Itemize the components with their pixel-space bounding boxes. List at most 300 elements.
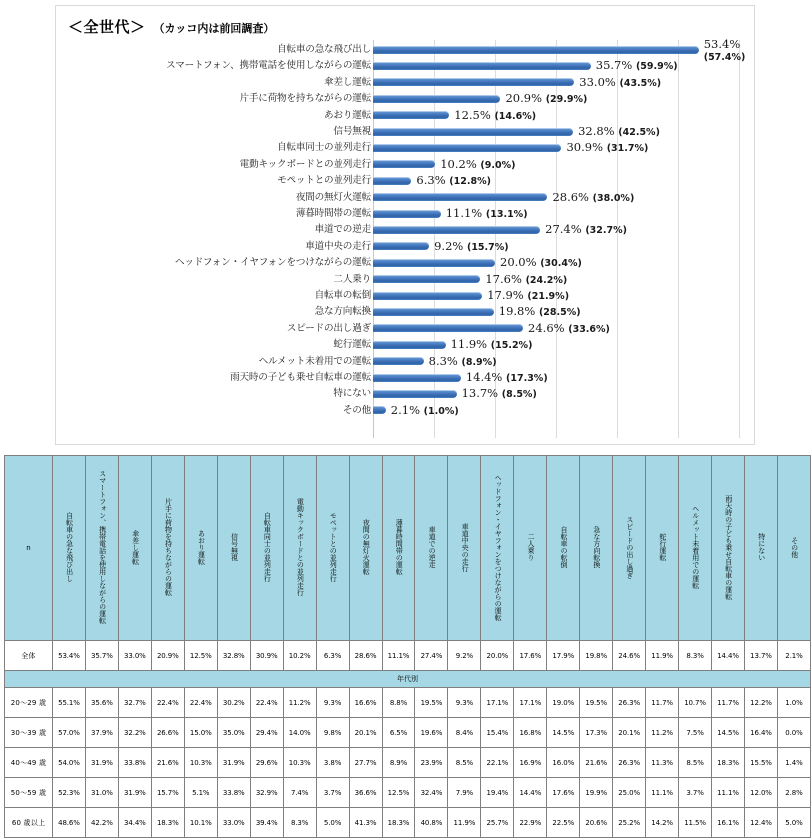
- chart-value-previous: (14.6%): [494, 110, 537, 122]
- table-cell: 18.3%: [712, 748, 745, 778]
- table-cell: 3.7%: [316, 778, 349, 808]
- table-cell: 1.4%: [777, 748, 810, 778]
- chart-value-current: 53.4%: [703, 37, 741, 51]
- table-cell: 8.5%: [679, 748, 712, 778]
- table-cell: 22.4%: [184, 688, 217, 718]
- table-column-header: [283, 456, 316, 641]
- chart-value-current: 6.3%: [416, 173, 446, 188]
- chart-value-label: [579, 75, 661, 90]
- table-cell: 36.6%: [349, 778, 382, 808]
- chart-bar-row: [56, 173, 756, 188]
- table-cell: 32.7%: [118, 688, 151, 718]
- table-cell: 41.3%: [349, 808, 382, 838]
- chart-value-previous: (33.6%): [568, 323, 610, 335]
- table-cell: 25.7%: [481, 808, 514, 838]
- chart-bar: [373, 210, 441, 218]
- chart-bar-track: [373, 140, 561, 155]
- table-column-header-label: 電動キックボードとの並列走行: [296, 498, 305, 596]
- table-column-header: [151, 456, 184, 641]
- table-cell: 6.3%: [316, 641, 349, 671]
- table-cell: 7.5%: [679, 718, 712, 748]
- table-cell: 21.6%: [151, 748, 184, 778]
- table-cell: 35.7%: [85, 641, 118, 671]
- table-column-header: [745, 456, 778, 641]
- table-column-header: [217, 456, 250, 641]
- table-cell: 11.9%: [646, 641, 679, 671]
- table-cell: 20.6%: [580, 808, 613, 838]
- table-column-header: [712, 456, 745, 641]
- table-cell: 53.4%: [53, 641, 86, 671]
- chart-value-current: 11.1%: [445, 206, 483, 220]
- chart-bar-row: [56, 58, 756, 73]
- table-column-header-label: 夜間の無灯火運転: [362, 519, 371, 575]
- chart-bar: [373, 128, 573, 136]
- chart-value-current: 35.7%: [595, 58, 633, 73]
- chart-panel: [55, 5, 755, 445]
- table-row-label: 30〜39 歳: [5, 718, 53, 748]
- table-cell: 20.1%: [349, 718, 382, 748]
- chart-value-label: [434, 239, 509, 254]
- table-cell: 9.2%: [448, 641, 481, 671]
- chart-bar: [373, 357, 424, 365]
- table-cell: 22.4%: [250, 688, 283, 718]
- table-cell: 11.1%: [712, 778, 745, 808]
- chart-value-label: [440, 157, 515, 172]
- table-cell: 22.1%: [481, 748, 514, 778]
- chart-category-label: 傘差し運転: [324, 76, 371, 88]
- table-column-header: [777, 456, 810, 641]
- chart-value-previous: (15.7%): [466, 241, 509, 253]
- table-column-header-label: 信号無視: [230, 533, 239, 561]
- chart-value-label: [566, 140, 648, 155]
- table-cell: 10.3%: [283, 748, 316, 778]
- table-cell: 13.7%: [745, 641, 778, 671]
- chart-value-current: 27.4%: [545, 222, 582, 237]
- table-cell: 33.0%: [217, 808, 250, 838]
- chart-value-current: 17.6%: [485, 271, 522, 286]
- table-cell: 19.5%: [580, 688, 613, 718]
- table-cell: 14.4%: [712, 641, 745, 671]
- chart-category-label: 二人乗り: [333, 273, 371, 285]
- chart-bar-row: [56, 91, 756, 106]
- table-header-row: [5, 456, 811, 641]
- table-column-header-label: 急な方向転換: [592, 526, 601, 568]
- table-cell: 15.7%: [151, 778, 184, 808]
- table-column-header: [580, 456, 613, 641]
- table-cell: 11.3%: [646, 748, 679, 778]
- chart-value-previous: (32.7%): [585, 225, 627, 237]
- table-cell: 7.9%: [448, 778, 481, 808]
- chart-value-current: 30.9%: [566, 140, 604, 155]
- chart-bar: [373, 292, 482, 300]
- chart-value-previous: (59.9%): [635, 61, 678, 73]
- table-cell: 6.5%: [382, 718, 415, 748]
- table-row-label: 全体: [5, 641, 53, 671]
- chart-value-previous: (43.5%): [619, 77, 662, 89]
- table-row: [5, 808, 811, 838]
- chart-bar: [373, 78, 574, 86]
- chart-value-previous: (12.8%): [449, 176, 491, 188]
- table-column-header-label: ヘルメット未着用での運転: [691, 505, 700, 589]
- table-cell: 14.2%: [646, 808, 679, 838]
- table-cell: 9.8%: [316, 718, 349, 748]
- chart-category-label: その他: [342, 404, 371, 416]
- data-table-wrap: [4, 455, 810, 838]
- chart-bar-row: [56, 222, 756, 237]
- chart-bar: [373, 390, 457, 398]
- table-column-header: [514, 456, 547, 641]
- chart-value-current: 32.8%: [578, 124, 615, 138]
- chart-category-label: 特にない: [333, 388, 371, 400]
- chart-category-label: 急な方向転換: [314, 306, 371, 318]
- chart-value-current: 9.2%: [434, 238, 464, 253]
- table-row: [5, 778, 811, 808]
- chart-bar-track: [373, 239, 429, 254]
- chart-bar-track: [373, 321, 523, 336]
- table-cell: 18.3%: [382, 808, 415, 838]
- table-column-header-label: 片手に荷物を持ちながらの運転: [164, 498, 173, 596]
- table-cell: 57.0%: [53, 718, 86, 748]
- chart-category-label: 夜間の無灯火運転: [295, 191, 371, 203]
- table-cell: 30.9%: [250, 641, 283, 671]
- table-cell: 5.1%: [184, 778, 217, 808]
- chart-category-label: 車道での逆走: [314, 224, 371, 236]
- table-row-label: 50〜59 歳: [5, 778, 53, 808]
- chart-bar-row: [56, 140, 756, 155]
- table-cell: 27.4%: [415, 641, 448, 671]
- chart-category-label: 雨天時の子ども乗せ自転車の運転: [230, 372, 371, 383]
- table-cell: 25.2%: [613, 808, 646, 838]
- table-cell: 12.4%: [745, 808, 778, 838]
- chart-value-current: 28.6%: [552, 189, 589, 204]
- table-cell: 35.0%: [217, 718, 250, 748]
- table-cell: 22.4%: [151, 688, 184, 718]
- table-cell: 15.5%: [745, 748, 778, 778]
- table-cell: 17.6%: [547, 778, 580, 808]
- chart-bar-track: [373, 304, 494, 319]
- table-column-header-label: 蛇行運転: [658, 533, 667, 561]
- table-column-header-label: スピードの出し過ぎ: [625, 515, 634, 579]
- chart-bar-track: [373, 255, 495, 270]
- chart-bar-track: [373, 386, 457, 401]
- chart-value-label: [578, 124, 660, 139]
- chart-bar: [373, 324, 523, 332]
- table-column-header-label: その他: [790, 536, 799, 558]
- table-column-header-label: 薄暮時間帯の運転: [395, 519, 404, 575]
- chart-bar-track: [373, 91, 500, 106]
- table-cell: 11.7%: [646, 688, 679, 718]
- chart-category-label: ヘッドフォン・イヤフォンをつけながらの運転: [174, 257, 371, 269]
- chart-value-current: 14.4%: [465, 370, 503, 384]
- chart-value-previous: (8.5%): [501, 389, 537, 401]
- table-cell: 26.6%: [151, 718, 184, 748]
- chart-value-previous: (29.9%): [545, 94, 588, 106]
- table-cell: 20.9%: [151, 641, 184, 671]
- table-cell: 37.9%: [85, 718, 118, 748]
- chart-bar-row: [56, 403, 756, 418]
- chart-value-current: 8.3%: [428, 353, 458, 368]
- table-cell: 40.8%: [415, 808, 448, 838]
- table-cell: 11.7%: [712, 688, 745, 718]
- chart-bar: [373, 46, 699, 54]
- chart-value-label: [528, 321, 610, 336]
- table-row-label: 20〜29 歳: [5, 688, 53, 718]
- chart-bar: [373, 95, 500, 103]
- table-cell: 32.2%: [118, 718, 151, 748]
- table-column-header-label: 自転車同士の並列走行: [263, 512, 272, 582]
- table-cell: 8.5%: [448, 748, 481, 778]
- table-cell: 2.1%: [777, 641, 810, 671]
- table-cell: 16.4%: [745, 718, 778, 748]
- chart-category-label: あおり運転: [324, 109, 371, 121]
- table-column-header: [349, 456, 382, 641]
- table-cell: 24.6%: [613, 641, 646, 671]
- chart-category-label: 車道中央の走行: [305, 240, 371, 252]
- chart-value-previous: (15.2%): [490, 340, 533, 352]
- chart-category-label: 自転車の急な飛び出し: [277, 44, 371, 55]
- table-row: [5, 641, 811, 671]
- chart-bar: [373, 308, 494, 316]
- table-cell: 32.4%: [415, 778, 448, 808]
- chart-bar-track: [373, 42, 699, 57]
- chart-bar: [373, 242, 429, 250]
- page-title: ＜全世代＞: [68, 18, 146, 36]
- chart-bar-row: [56, 108, 756, 123]
- chart-bar-row: [56, 206, 756, 221]
- table-cell: 18.3%: [151, 808, 184, 838]
- chart-bar: [373, 406, 386, 414]
- chart-header: [68, 16, 274, 37]
- table-cell: 12.5%: [184, 641, 217, 671]
- chart-value-previous: (57.4%): [703, 52, 746, 63]
- table-column-header: [118, 456, 151, 641]
- chart-bar-track: [373, 337, 446, 352]
- chart-value-label: [487, 288, 569, 303]
- chart-value-previous: (21.9%): [527, 291, 570, 302]
- chart-bar-track: [373, 58, 591, 73]
- table-cell: 16.0%: [547, 748, 580, 778]
- table-cell: 17.1%: [481, 688, 514, 718]
- chart-value-previous: (17.3%): [506, 373, 548, 384]
- table-cell: 14.5%: [712, 718, 745, 748]
- chart-bar: [373, 177, 411, 185]
- table-cell: 29.4%: [250, 718, 283, 748]
- table-cell: 20.0%: [481, 641, 514, 671]
- table-cell: 10.7%: [679, 688, 712, 718]
- table-cell: 15.0%: [184, 718, 217, 748]
- chart-value-label: [466, 370, 548, 385]
- chart-value-label: [446, 206, 528, 221]
- table-cell: 8.9%: [382, 748, 415, 778]
- table-column-header-label: 自転車の急な飛び出し: [65, 512, 74, 582]
- table-column-header: [250, 456, 283, 641]
- chart-bar-row: [56, 37, 756, 63]
- table-cell: 26.3%: [613, 688, 646, 718]
- table-row: [5, 748, 811, 778]
- table-cell: 19.6%: [415, 718, 448, 748]
- chart-value-previous: (42.5%): [618, 127, 660, 138]
- chart-bar-row: [56, 255, 756, 270]
- table-column-header: [415, 456, 448, 641]
- chart-bar-row: [56, 239, 756, 254]
- table-column-header: [85, 456, 118, 641]
- table-cell: 28.6%: [349, 641, 382, 671]
- table-row-label: 60 歳以上: [5, 808, 53, 838]
- chart-bar-track: [373, 190, 547, 205]
- table-cell: 16.1%: [712, 808, 745, 838]
- table-cell: 16.8%: [514, 718, 547, 748]
- table-column-header-label: スマートフォン、携帯電話を使用しながらの運転: [98, 470, 107, 624]
- table-column-header-label: 二人乗り: [527, 533, 536, 561]
- chart-value-current: 12.5%: [454, 107, 491, 122]
- table-cell: 22.5%: [547, 808, 580, 838]
- chart-value-label: [500, 255, 582, 270]
- table-cell: 31.9%: [85, 748, 118, 778]
- chart-bar-track: [373, 206, 441, 221]
- chart-bar-row: [56, 386, 756, 401]
- chart-bar: [373, 259, 495, 267]
- chart-bar-track: [373, 354, 424, 369]
- chart-value-label: [505, 91, 587, 106]
- chart-bar-track: [373, 75, 574, 90]
- table-cell: 39.4%: [250, 808, 283, 838]
- chart-category-label: 信号無視: [333, 126, 371, 137]
- chart-value-label: [596, 58, 678, 73]
- chart-category-label: スピードの出し過ぎ: [286, 322, 371, 334]
- table-cell: 54.0%: [53, 748, 86, 778]
- table-cell: 15.4%: [481, 718, 514, 748]
- chart-value-current: 10.2%: [440, 156, 477, 171]
- chart-category-label: 片手に荷物を持ちながらの運転: [239, 93, 371, 105]
- table-column-header-label: モペットとの並列走行: [329, 512, 338, 582]
- table-cell: 14.4%: [514, 778, 547, 808]
- survey-data-table: [4, 455, 811, 838]
- table-column-header: [547, 456, 580, 641]
- table-cell: 10.3%: [184, 748, 217, 778]
- table-cell: 19.4%: [481, 778, 514, 808]
- table-cell: 3.7%: [679, 778, 712, 808]
- table-cell: 11.5%: [679, 808, 712, 838]
- chart-value-previous: (24.2%): [525, 274, 568, 286]
- chart-value-current: 13.7%: [461, 386, 499, 401]
- chart-bar-track: [373, 403, 386, 418]
- chart-bar-track: [373, 124, 573, 139]
- chart-value-label: [485, 272, 567, 287]
- table-cell: 29.6%: [250, 748, 283, 778]
- chart-value-current: 17.9%: [487, 288, 524, 302]
- table-cell: 35.6%: [85, 688, 118, 718]
- chart-bar: [373, 226, 540, 234]
- table-header: [5, 456, 811, 641]
- chart-value-previous: (1.0%): [423, 405, 459, 417]
- chart-value-current: 11.9%: [450, 337, 488, 352]
- chart-category-label: 自転車同士の並列走行: [277, 142, 371, 154]
- table-cell: 33.8%: [118, 748, 151, 778]
- table-column-header: [316, 456, 349, 641]
- table-column-header-label: 雨天時の子ども乗せ自転車の運転: [724, 494, 733, 600]
- table-cell: 19.0%: [547, 688, 580, 718]
- table-cell: 3.8%: [316, 748, 349, 778]
- table-cell: 16.9%: [514, 748, 547, 778]
- table-cell: 9.3%: [316, 688, 349, 718]
- chart-bar: [373, 374, 461, 382]
- chart-category-label: スマートフォン、携帯電話を使用しながらの運転: [166, 60, 371, 72]
- table-body: [5, 641, 811, 838]
- chart-bar-track: [373, 108, 449, 123]
- table-cell: 55.1%: [53, 688, 86, 718]
- table-cell: 7.4%: [283, 778, 316, 808]
- table-cell: 14.5%: [547, 718, 580, 748]
- chart-value-previous: (9.0%): [480, 159, 516, 171]
- chart-bar-row: [56, 190, 756, 205]
- table-cell: 12.5%: [382, 778, 415, 808]
- chart-value-current: 20.0%: [500, 255, 537, 270]
- chart-bar-row: [56, 272, 756, 287]
- table-cell: 48.6%: [53, 808, 86, 838]
- table-cell: 19.8%: [580, 641, 613, 671]
- table-cell: 11.2%: [646, 718, 679, 748]
- chart-category-label: 電動キックボードとの並列走行: [239, 158, 371, 170]
- chart-plot-area: [56, 37, 756, 438]
- table-cell: 31.0%: [85, 778, 118, 808]
- table-cell: 0.0%: [777, 718, 810, 748]
- table-cell: 34.4%: [118, 808, 151, 838]
- chart-bar-row: [56, 370, 756, 385]
- chart-value-current: 24.6%: [528, 320, 565, 335]
- table-column-header: [679, 456, 712, 641]
- table-column-header: [184, 456, 217, 641]
- table-cell: 8.3%: [679, 641, 712, 671]
- chart-bar-row: [56, 354, 756, 369]
- table-cell: 2.8%: [777, 778, 810, 808]
- chart-category-label: 自転車の転倒: [314, 290, 371, 301]
- table-cell: 30.2%: [217, 688, 250, 718]
- table-cell: 31.9%: [118, 778, 151, 808]
- table-column-header: [646, 456, 679, 641]
- table-column-header-label: 特にない: [757, 533, 766, 561]
- table-column-header: [382, 456, 415, 641]
- table-column-header-label: 車道での逆走: [428, 526, 437, 568]
- table-cell: 23.9%: [415, 748, 448, 778]
- table-cell: 17.9%: [547, 641, 580, 671]
- chart-bar: [373, 275, 480, 283]
- table-column-header-label: ヘッドフォン・イヤフォンをつけながらの運転: [494, 473, 503, 621]
- table-row-label: 40〜49 歳: [5, 748, 53, 778]
- chart-category-label: モペットとの並列走行: [277, 175, 371, 187]
- table-column-header-label: 自転車の転倒: [559, 526, 568, 568]
- chart-bar: [373, 341, 446, 349]
- table-cell: 8.8%: [382, 688, 415, 718]
- table-group-row: [5, 671, 811, 688]
- chart-bar-row: [56, 304, 756, 319]
- table-corner-n: n: [5, 456, 53, 641]
- chart-value-label: [462, 386, 537, 401]
- chart-value-label: [391, 403, 459, 418]
- chart-bar-row: [56, 157, 756, 172]
- chart-bar-track: [373, 173, 411, 188]
- table-cell: 33.8%: [217, 778, 250, 808]
- table-cell: 25.0%: [613, 778, 646, 808]
- table-cell: 12.0%: [745, 778, 778, 808]
- table-column-header: [613, 456, 646, 641]
- chart-bar-track: [373, 370, 461, 385]
- table-cell: 42.2%: [85, 808, 118, 838]
- chart-value-previous: (13.1%): [485, 209, 528, 220]
- table-row: [5, 718, 811, 748]
- table-column-header-label: あおり運転: [197, 529, 206, 565]
- table-cell: 11.2%: [283, 688, 316, 718]
- chart-bar: [373, 144, 561, 152]
